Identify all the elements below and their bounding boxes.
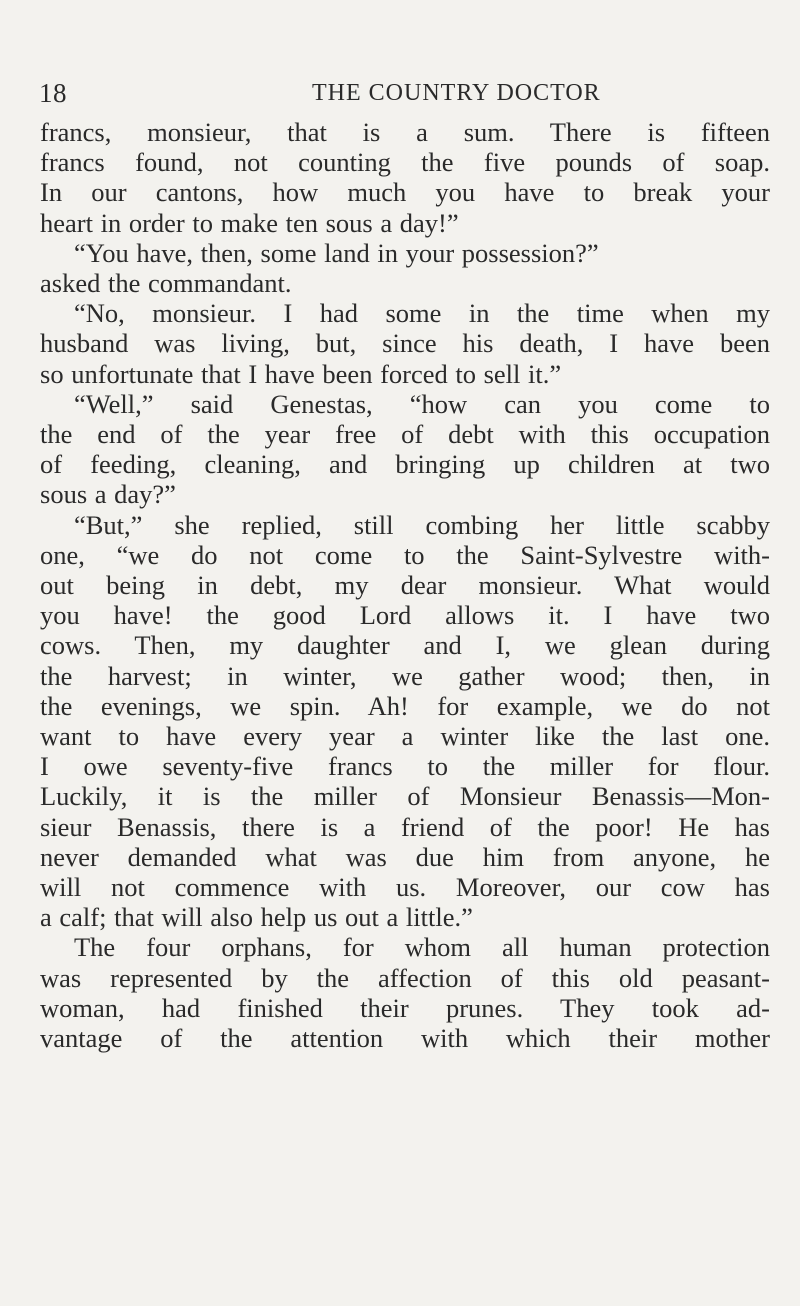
body-text xyxy=(40,117,770,1053)
text-line: heart in order to make ten sous a day!” xyxy=(40,207,459,238)
text-line: one, “we do not come to the Saint-Sylvestre with- xyxy=(40,539,770,570)
text-line: a calf; that will also help us out a little.” xyxy=(40,902,473,933)
text-line: asked the commandant. xyxy=(40,268,292,299)
text-line: “Well,” said Genestas, “how can you come to xyxy=(74,388,770,419)
text-line: sous a day?” xyxy=(40,479,176,510)
text-line: “But,” she replied, still combing her little scabby xyxy=(74,509,770,540)
text-line: sieur Benassis, there is a friend of the poor! He has xyxy=(40,811,770,842)
text-line: out being in debt, my dear monsieur. What would xyxy=(40,570,770,601)
text-line: woman, had finished their prunes. They took ad- xyxy=(40,992,770,1023)
text-line: husband was living, but, since his death, I have been xyxy=(40,328,770,359)
text-line: In our cantons, how much you have to break your xyxy=(40,177,770,208)
text-line: “You have, then, some land in your possession?” xyxy=(74,237,599,268)
text-line: cows. Then, my daughter and I, we glean during xyxy=(40,630,770,661)
running-head: THE COUNTRY DOCTOR xyxy=(312,80,601,106)
text-line: never demanded what was due him from anyone, he xyxy=(40,841,770,872)
text-line: the evenings, we spin. Ah! for example, we do not xyxy=(40,690,770,721)
text-line: of feeding, cleaning, and bringing up children at two xyxy=(40,449,770,480)
text-line: will not commence with us. Moreover, our cow has xyxy=(40,872,770,903)
text-line: so unfortunate that I have been forced to sell it.” xyxy=(40,358,562,389)
text-line: The four orphans, for whom all human protection xyxy=(74,932,770,963)
text-line: I owe seventy-five francs to the miller for flour. xyxy=(40,751,770,782)
text-line: vantage of the attention with which their mother xyxy=(40,1023,770,1054)
text-line: the harvest; in winter, we gather wood; then, in xyxy=(40,660,770,691)
text-line: Luckily, it is the miller of Monsieur Benassis—Mon- xyxy=(40,781,770,812)
text-line: you have! the good Lord allows it. I have two xyxy=(40,600,770,631)
text-line: francs, monsieur, that is a sum. There is fifteen xyxy=(40,117,770,147)
text-line: the end of the year free of debt with this occupation xyxy=(40,419,770,450)
page-number: 18 xyxy=(39,78,67,108)
text-line: was represented by the affection of this old peasant- xyxy=(40,962,770,993)
text-line: “No, monsieur. I had some in the time when my xyxy=(74,298,770,329)
text-line: francs found, not counting the five pounds of soap. xyxy=(40,147,770,178)
text-line: want to have every year a winter like the last one. xyxy=(40,721,770,752)
